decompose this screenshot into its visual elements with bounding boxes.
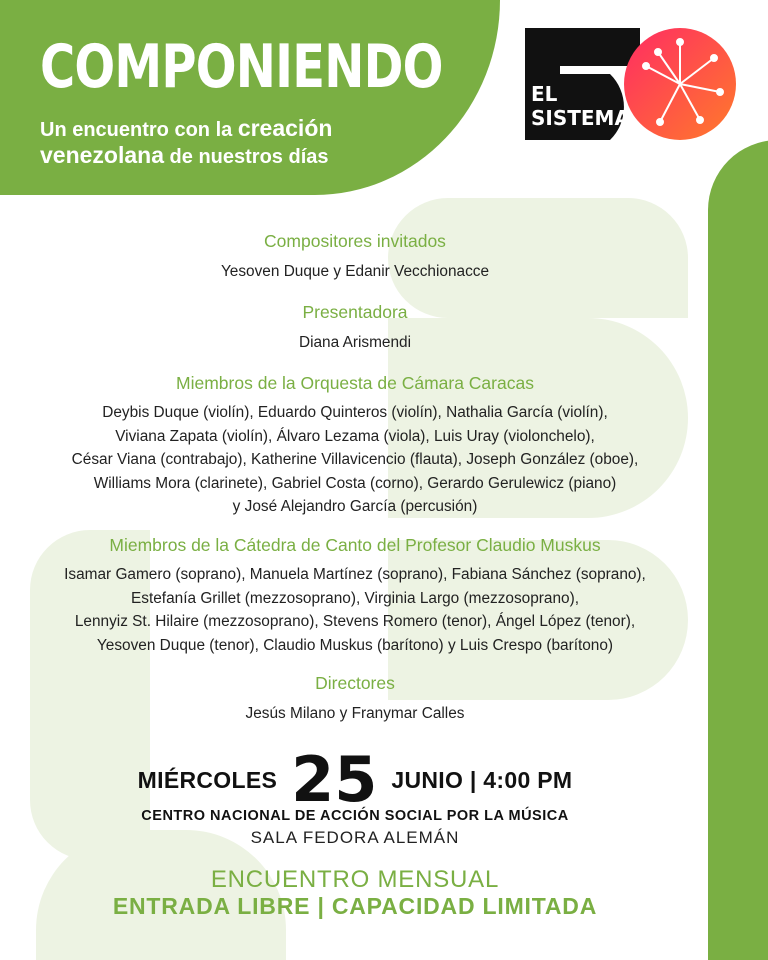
logo-line-2: SISTEMA xyxy=(531,106,630,130)
event-subtitle xyxy=(40,116,440,170)
orchestra-line: Viviana Zapata (violín), Álvaro Lezama (viola), Luis Uray (violonchelo), xyxy=(115,427,595,445)
choir-line: Lennyiz St. Hilaire (mezzosoprano), Stevens Romero (tenor), Ángel López (tenor), xyxy=(74,613,636,630)
composers-heading: Compositores invitados xyxy=(264,231,446,251)
directors-heading: Directores xyxy=(315,673,395,693)
event-day: 25 xyxy=(291,743,378,816)
orchestra-line: y José Alejandro García (percusión) xyxy=(232,498,478,515)
event-venue: CENTRO NACIONAL DE ACCIÓN SOCIAL POR LA MÚSICA xyxy=(141,808,569,824)
event-weekday: MIÉRCOLES xyxy=(137,766,278,793)
choir-line: Yesoven Duque (tenor), Claudio Muskus (barítono) y Luis Crespo (barítono) xyxy=(96,636,614,654)
orchestra-heading: Miembros de la Orquesta de Cámara Caracas xyxy=(176,373,534,393)
subtitle-part-2: de nuestros días xyxy=(164,146,329,168)
orchestra-line: Williams Mora (clarinete), Gabriel Costa (corno), Gerardo Gerulewicz (piano) xyxy=(93,474,617,492)
orchestra-line: César Viana (contrabajo), Katherine Villavicencio (flauta), Joseph González (oboe), xyxy=(71,451,639,468)
composers-names: Yesoven Duque y Edanir Vecchionacce xyxy=(220,263,490,280)
event-hall: SALA FEDORA ALEMÁN xyxy=(250,828,460,847)
presenter-name: Diana Arismendi xyxy=(298,334,412,351)
presenter-heading: Presentadora xyxy=(302,302,408,322)
right-green-bar xyxy=(708,140,768,960)
event-admission: ENTRADA LIBRE | CAPACIDAD LIMITADA xyxy=(112,893,598,919)
subtitle-emphasis: creación venezolana xyxy=(40,115,333,168)
logo-line-1: EL xyxy=(531,82,558,106)
choir-heading: Miembros de la Cátedra de Canto del Profesor Claudio Muskus xyxy=(109,535,601,555)
event-month-time: JUNIO | 4:00 PM xyxy=(391,766,573,793)
orchestra-line: Deybis Duque (violín), Eduardo Quinteros (violín), Nathalia García (violín), xyxy=(102,404,608,421)
choir-members xyxy=(0,563,710,657)
orchestra-members xyxy=(0,401,710,519)
choir-line: Estefanía Grillet (mezzosoprano), Virginia Largo (mezzosoprano), xyxy=(131,589,579,607)
event-title: COMPONIENDO xyxy=(40,32,443,102)
subtitle-part-1: Un encuentro con la xyxy=(40,119,238,141)
choir-line: Isamar Gamero (soprano), Manuela Martínez (soprano), Fabiana Sánchez (soprano), xyxy=(64,566,646,583)
directors-names: Jesús Milano y Franymar Calles xyxy=(245,705,465,722)
logo-wordmark xyxy=(531,82,630,130)
event-frequency: ENCUENTRO MENSUAL xyxy=(210,866,500,893)
